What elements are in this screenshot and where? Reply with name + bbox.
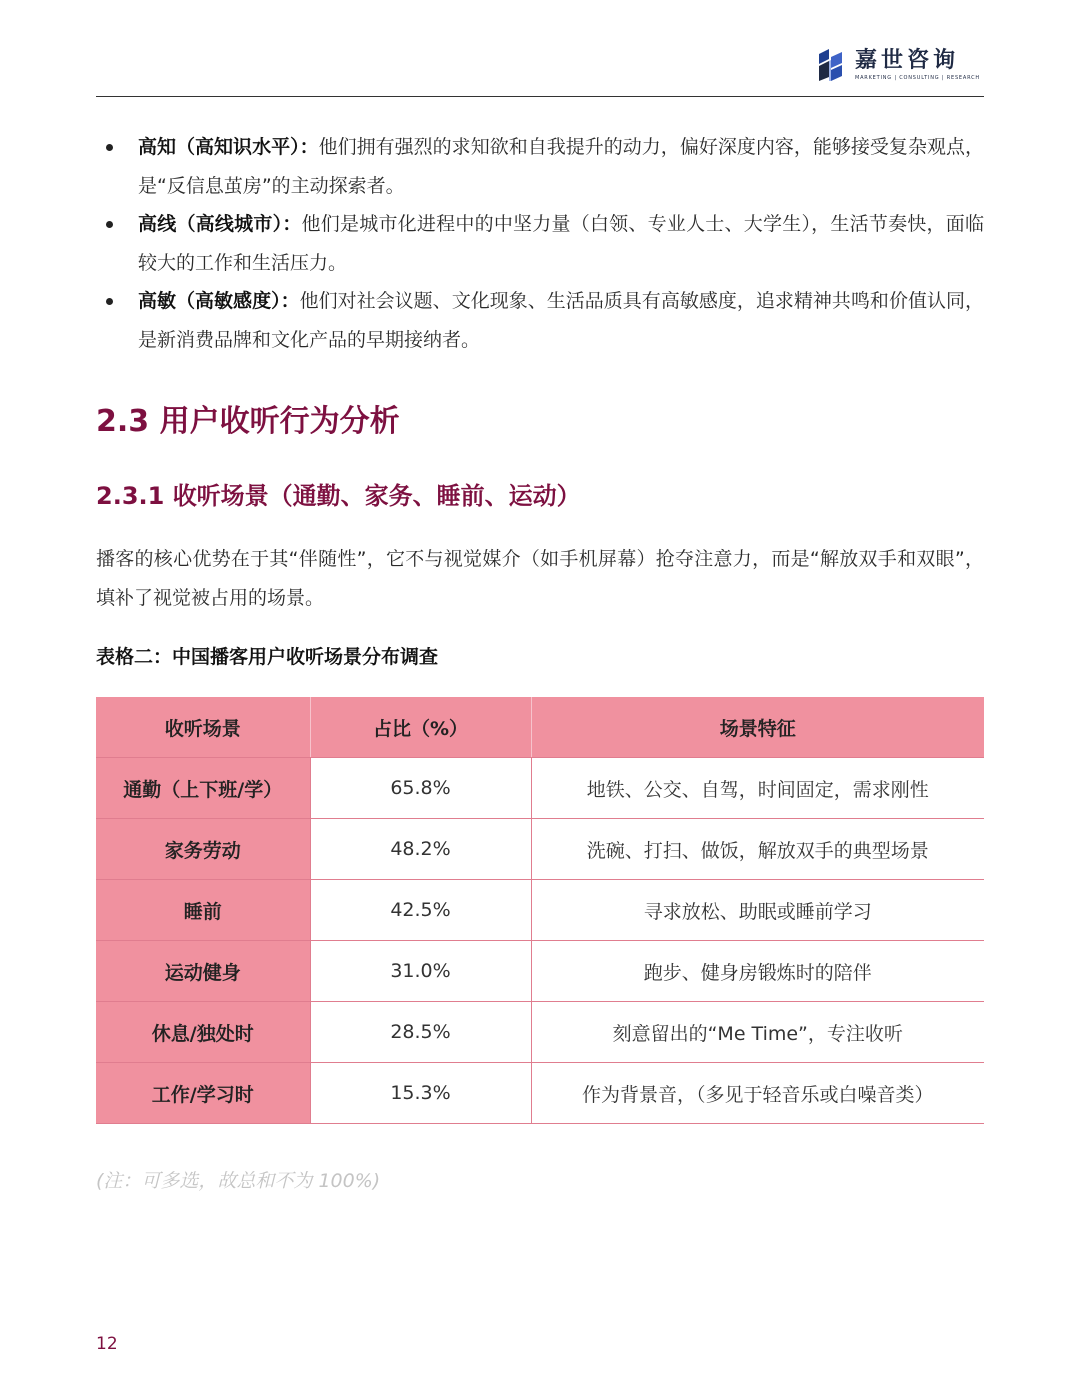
trait-text: 他们对社会议题、文化现象、生活品质具有高敏感度，追求精神共鸣和价值认同，是新消费品牌和文化产品的早期接纳者。 [138,290,984,351]
page-number: 12 [96,1334,118,1354]
page-header [96,40,984,97]
table-row [96,1002,984,1063]
trait-term: 高知（高知识水平）： [138,136,319,158]
logo-tagline: MARKETING | CONSULTING | RESEARCH [854,75,980,81]
bullet-dot-icon [106,221,113,228]
list-item [96,205,984,282]
logo-mark-icon [815,48,847,82]
list-item [96,128,984,205]
table-caption: 表格二：中国播客用户收听场景分布调查 [96,646,439,668]
share-cell: 28.5% [310,1002,531,1063]
scene-cell: 工作/学习时 [96,1063,310,1124]
share-cell: 48.2% [310,819,531,880]
table-row [96,1063,984,1124]
trait-text: 他们是城市化进程中的中坚力量（白领、专业人士、大学生），生活节奏快，面临较大的工作和生活压力。 [138,213,984,274]
table-row [96,941,984,1002]
trait-term: 高线（高线城市）： [138,213,302,235]
column-header-feature: 场景特征 [531,697,984,758]
column-header-scene: 收听场景 [96,697,310,758]
bullet-dot-icon [106,298,113,305]
table-header-row [96,697,984,758]
company-logo [815,48,980,82]
feature-cell: 地铁、公交、自驾，时间固定，需求刚性 [531,758,984,819]
logo-name: 嘉世咨询 [854,48,959,73]
feature-cell: 刻意留出的“Me Time”，专注收听 [531,1002,984,1063]
feature-cell: 跑步、健身房锻炼时的陪伴 [531,941,984,1002]
trait-text: 他们拥有强烈的求知欲和自我提升的动力，偏好深度内容，能够接受复杂观点，是“反信息茧房”的主动探索者。 [138,136,984,197]
feature-cell: 洗碗、打扫、做饭，解放双手的典型场景 [531,819,984,880]
list-item [96,282,984,359]
table-row [96,758,984,819]
column-header-share: 占比（%） [310,697,531,758]
feature-cell: 作为背景音，（多见于轻音乐或白噪音类） [531,1063,984,1124]
scene-cell: 休息/独处时 [96,1002,310,1063]
section-heading: 2.3 用户收听行为分析 [96,404,400,439]
subsection-heading: 2.3.1 收听场景（通勤、家务、睡前、运动） [96,482,581,510]
audience-traits-list [96,128,984,359]
share-cell: 31.0% [310,941,531,1002]
share-cell: 65.8% [310,758,531,819]
listening-scenario-table [96,697,984,1124]
scene-cell: 睡前 [96,880,310,941]
bullet-dot-icon [106,144,113,151]
table-row [96,880,984,941]
scene-cell: 运动健身 [96,941,310,1002]
body-paragraph: 播客的核心优势在于其“伴随性”，它不与视觉媒介（如手机屏幕）抢夺注意力，而是“解放双手和双眼”，填补了视觉被占用的场景。 [96,548,984,609]
share-cell: 42.5% [310,880,531,941]
scene-cell: 家务劳动 [96,819,310,880]
scene-cell: 通勤（上下班/学） [96,758,310,819]
feature-cell: 寻求放松、助眠或睡前学习 [531,880,984,941]
trait-term: 高敏（高敏感度）： [138,290,300,312]
share-cell: 15.3% [310,1063,531,1124]
table-footnote: (注：可多选，故总和不为 100%) [96,1170,381,1192]
table-row [96,819,984,880]
